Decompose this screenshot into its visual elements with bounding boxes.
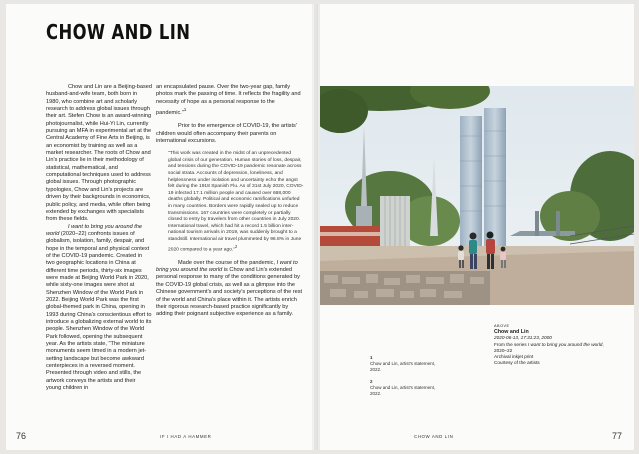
footnote-ref: 2 xyxy=(235,243,238,249)
body-paragraph: Prior to the emergence of COVID-19, the artists' children would often accompany their parents on international excursions. xyxy=(156,123,297,144)
footnote-number: 1 xyxy=(370,355,373,360)
footnote-ref: 1 xyxy=(183,107,187,113)
body-paragraph xyxy=(46,224,152,393)
body-text: Made over the course of the pandemic, xyxy=(178,259,277,266)
footnote xyxy=(370,355,440,373)
body-text: is Chow and Lin's extended personal response to many of the conditions generated by the COVID-19 global crisis, as well as a glimpse into the Chinese government's and society's perceptions of the rest of the world and China's place within it. The artists enrich their rigorous research-based practice significantly by adding their poignant subjective experience as a family. xyxy=(156,267,303,318)
caption-artist: Chow and Lin xyxy=(494,329,529,336)
page-number-right: 77 xyxy=(612,431,623,441)
quote-text: "This work was created in the midst of an unprecedented global crisis of our generation. Human stories of loss, despair, and tensions during the COVID-19 pandemic resonate across social strata. Accounts of depression, loneliness, and helplessness under isolation and uncertainty echo the angst felt during the 1918 Spanish Flu. As of 31st July 2020, COVID-19 infected 17.1 million people and caused over 668,000 deaths globally. Political and economic ramifications unfurled in many countries. Borders were rapidly sealed up to reduce transmissions. 167 countries were completely or partially closed to entry by travelers from other countries in July 2020. International travel, which had hit a record 1.5 billion inter-national tourism arrivals in 2019, was suddenly brought to a standstill. International air travel plummeted by 96.8% in June 2020 compared to a year ago." xyxy=(168,151,304,253)
running-head-right: CHOW AND LIN xyxy=(414,434,454,439)
body-paragraph xyxy=(156,84,304,117)
artwork-title: I want to bring you around the world xyxy=(46,223,143,237)
artwork-photograph xyxy=(320,86,634,305)
caption-title: 2020-06-13, 17:31:23, 2000 xyxy=(494,335,552,341)
caption-text: From the series xyxy=(494,341,528,347)
running-head-left: IF I HAD A HAMMER xyxy=(160,434,212,439)
image-caption xyxy=(494,323,604,366)
caption-series xyxy=(494,342,604,354)
text-column-1 xyxy=(46,84,152,392)
caption-credit: Courtesy of the artists xyxy=(494,360,540,366)
footnote-text: Chow and Lin, artist's statement, 2022. xyxy=(370,385,436,396)
block-quote xyxy=(168,151,304,254)
footnote-text: Chow and Lin, artist's statement, 2022. xyxy=(370,361,436,372)
body-paragraph: Chow and Lin are a Beijing-based husband-and-wife team, both born in 1980, who combine art and scholarly research to address global issues through their art. Stefen Chow is an award-winning photojournalist, while Hui-Yi Lin, currently pursuing an MFA in experimental art at the Central Academy of Fine Arts in Beijing, is an economist by training as well as a market researcher. The roots of Chow and Lin's practice lie in their methodology of statistical, mathematical, and computational techniques used to address global issues. Through photographic typologies, Chow and Lin's projects are driven by their backgrounds in economics, public policy, and media, while often being extended by exchanges with specialists from these fields. xyxy=(46,84,152,223)
chapter-title: CHOW AND LIN xyxy=(46,20,191,44)
body-paragraph xyxy=(156,260,304,319)
body-text: (2020–22) confronts issues of globalism, isolation, family, despair, and hope in the temporal and physical context of the COVID-19 pandemic. Created in two geographic locations in China at different time periods, thirty-six images were made at Beijing World Park in 2020, while sixty-one images were shot at Shenzhen Window of the World Park in 2022. Beijing World Park was the first global-themed park in China, opening in 1993 during China's conscientious effort to introduce a globalizing external world to its people. Shenzhen Window of the World Park followed, opening the subsequent year. As the artists state, "The miniature monuments seem timed in a modern jet-setting landscape but become awkward centerpieces in a reversed moment. Presented through video and stills, the artwork conveys the artists and their young children in xyxy=(46,230,152,392)
footnotes xyxy=(370,355,440,397)
text-column-2 xyxy=(156,84,304,319)
footnote-number: 2 xyxy=(370,379,373,384)
series-title: I want to bring you around the world xyxy=(527,341,603,347)
artwork-title: I want to bring you around the world xyxy=(156,259,298,274)
caption-medium: Archival inkjet print xyxy=(494,354,534,360)
page-number-left: 76 xyxy=(16,431,27,441)
footnote xyxy=(370,379,440,397)
caption-label: ABOVE xyxy=(494,324,510,328)
body-text: an encapsulated pause. Over the two-year gap, family photos mark the passing of time. It reflects the fragility and necessity of hope as a personal response to the pandemic." xyxy=(156,84,301,116)
page-gutter xyxy=(312,4,320,450)
caption-text: , 2020–22 xyxy=(494,341,604,353)
